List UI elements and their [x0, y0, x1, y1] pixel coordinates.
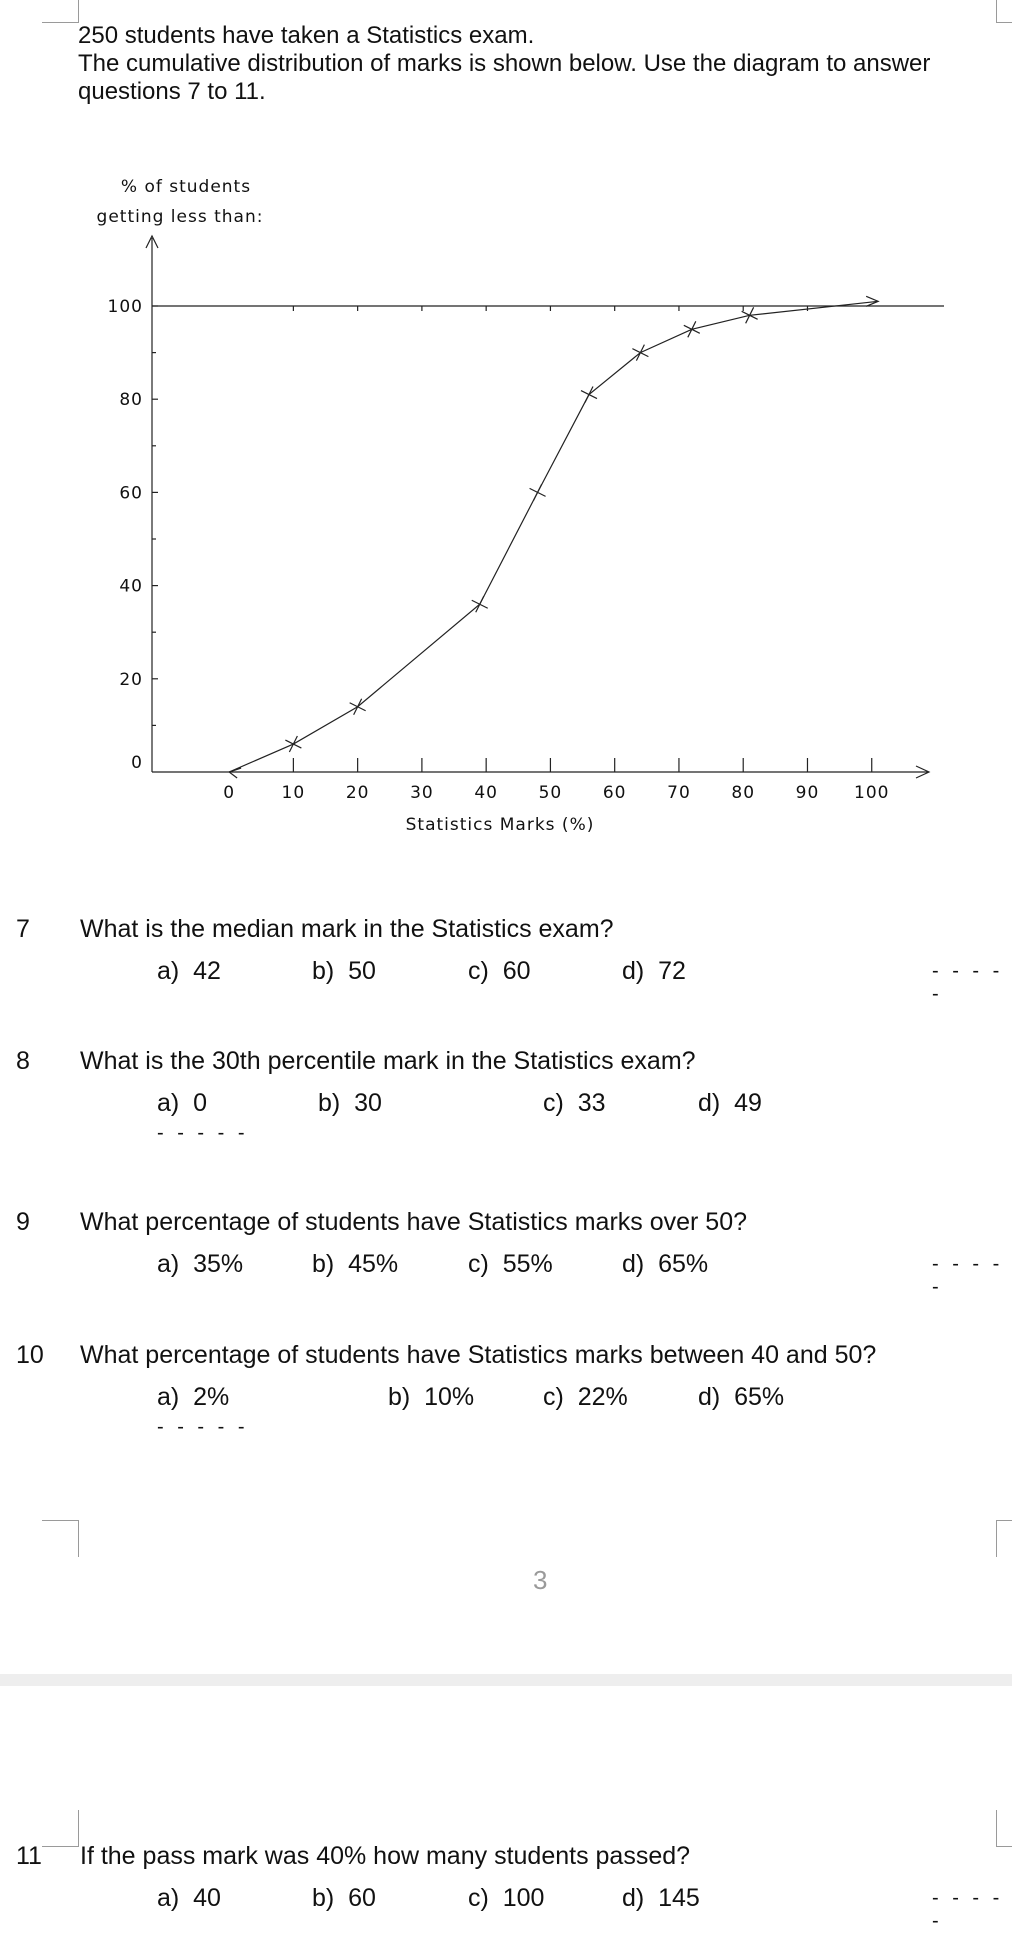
answer-option-a[interactable]: a) 40 [157, 1884, 221, 1912]
answer-option-a[interactable]: a) 2% [157, 1383, 230, 1411]
x-tick-label: 70 [667, 783, 691, 803]
question-text: What is the 30th percentile mark in the Statistics exam? [80, 1047, 696, 1075]
x-tick-label: 60 [602, 783, 627, 803]
data-point-marker [632, 345, 648, 361]
intro-line-3: questions 7 to 11. [78, 78, 266, 105]
answer-option-d[interactable]: d) 65% [698, 1383, 785, 1411]
answer-option-c[interactable]: c) 33 [543, 1089, 606, 1117]
y-axis-label-line-2: getting less than: [96, 207, 264, 227]
answer-option-d[interactable]: d) 145 [622, 1884, 700, 1912]
question-number: 11 [16, 1842, 42, 1870]
answer-option-a[interactable]: a) 35% [157, 1250, 244, 1278]
y-tick-label: 40 [119, 576, 143, 597]
y-axis-label-line-1: % of students [120, 177, 252, 197]
data-point-marker [581, 387, 597, 403]
question-text: If the pass mark was 40% how many students passed? [80, 1842, 691, 1870]
answer-option-c[interactable]: c) 100 [468, 1884, 545, 1912]
x-tick-label: 30 [410, 783, 434, 803]
question-text: What percentage of students have Statistics marks over 50? [80, 1208, 748, 1236]
x-axis-label: Statistics Marks (%) [405, 815, 595, 835]
page-separator [0, 1674, 1012, 1686]
x-tick-label: 90 [795, 783, 820, 803]
answer-blank[interactable]: - - - - - [157, 1122, 249, 1144]
answer-blank[interactable]: - - - - - [932, 1253, 1004, 1298]
data-point-marker [684, 321, 700, 337]
answer-option-d[interactable]: d) 72 [622, 957, 686, 985]
answer-option-b[interactable]: b) 30 [318, 1089, 382, 1117]
x-tick-label: 0 [223, 783, 236, 803]
cumulative-frequency-chart [0, 0, 1012, 860]
corner-mark-bottom-left [42, 1520, 79, 1557]
data-point-marker [285, 736, 301, 752]
answer-option-b[interactable]: b) 45% [312, 1250, 399, 1278]
x-tick-label: 100 [854, 783, 890, 803]
y-tick-label: 60 [119, 483, 143, 504]
x-tick-label: 40 [474, 783, 498, 803]
data-point-marker [472, 596, 488, 612]
data-point-marker [350, 699, 366, 715]
answer-option-b[interactable]: b) 60 [312, 1884, 376, 1912]
x-tick-label: 20 [345, 783, 370, 803]
y-tick-label: 0 [131, 753, 143, 773]
corner-mark-page2-top-left [42, 1810, 79, 1847]
answer-blank[interactable]: - - - - - [932, 1887, 1004, 1932]
curve-start-marker [229, 768, 241, 778]
answer-option-a[interactable]: a) 0 [157, 1089, 208, 1117]
intro-line-2: The cumulative distribution of marks is shown below. Use the diagram to answer [78, 50, 931, 77]
y-tick-label: 80 [119, 390, 143, 411]
answer-blank[interactable]: - - - - - [157, 1416, 249, 1438]
answer-option-b[interactable]: b) 10% [388, 1383, 475, 1411]
answer-option-d[interactable]: d) 49 [698, 1089, 762, 1117]
x-tick-label: 50 [538, 783, 563, 803]
x-tick-label: 80 [731, 783, 756, 803]
answer-option-b[interactable]: b) 50 [312, 957, 376, 985]
x-tick-label: 10 [281, 783, 306, 803]
question-number: 7 [16, 915, 30, 943]
page-number: 3 [533, 1565, 548, 1595]
intro-line-1: 250 students have taken a Statistics exam. [78, 22, 535, 49]
answer-option-c[interactable]: c) 55% [468, 1250, 553, 1278]
data-point-marker [742, 307, 758, 323]
corner-mark-page2-top-right [996, 1810, 1012, 1847]
answer-option-c[interactable]: c) 60 [468, 957, 531, 985]
data-point-marker [530, 484, 546, 500]
question-number: 10 [16, 1341, 44, 1369]
answer-option-c[interactable]: c) 22% [543, 1383, 628, 1411]
question-text: What percentage of students have Statistics marks between 40 and 50? [80, 1341, 877, 1369]
corner-mark-bottom-right [996, 1520, 1012, 1557]
cumulative-curve [229, 301, 878, 772]
answer-option-d[interactable]: d) 65% [622, 1250, 709, 1278]
y-tick-label: 100 [107, 297, 143, 317]
answer-blank[interactable]: - - - - - [932, 960, 1004, 1005]
answer-option-a[interactable]: a) 42 [157, 957, 221, 985]
question-text: What is the median mark in the Statistics exam? [80, 915, 614, 943]
question-number: 9 [16, 1208, 30, 1236]
question-number: 8 [16, 1047, 30, 1075]
y-tick-label: 20 [119, 669, 143, 690]
